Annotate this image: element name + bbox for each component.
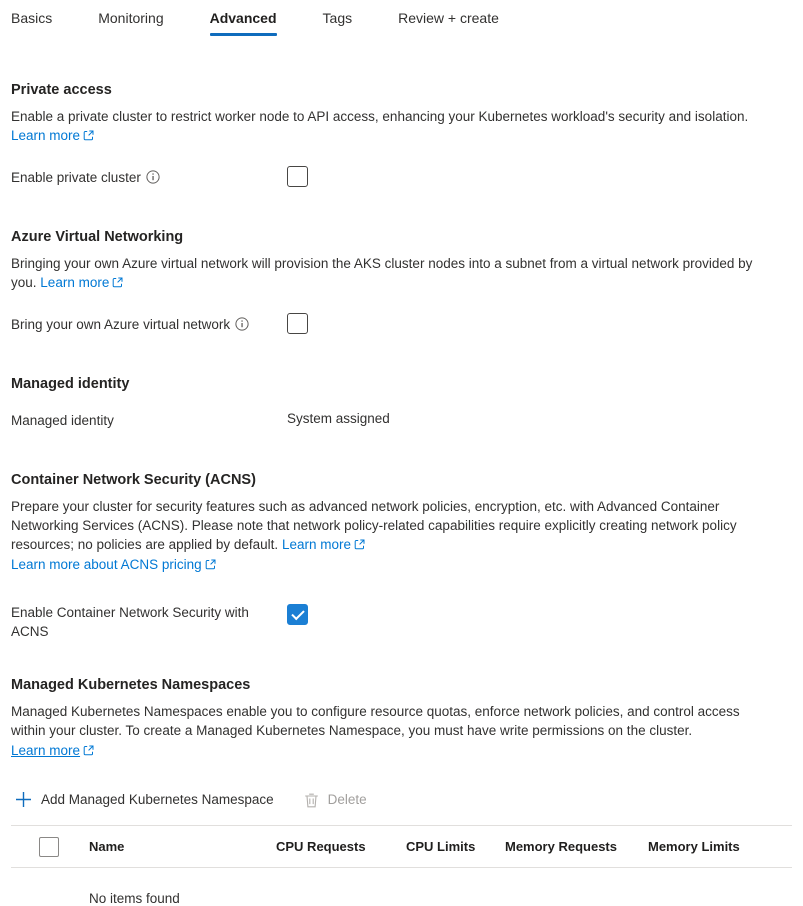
enable-private-cluster-row xyxy=(11,166,792,187)
select-all-checkbox[interactable] xyxy=(39,837,59,857)
namespaces-description-text: Managed Kubernetes Namespaces enable you to configure resource quotas, enforce network policies, and control access within your cluster. To create a Managed Kubernetes Namespace, you must have write permissions on the cluster. xyxy=(11,704,740,738)
namespaces-learn-more-row xyxy=(11,741,792,760)
external-link-icon xyxy=(83,745,94,756)
enable-acns-row xyxy=(11,601,792,641)
virtual-networking-heading: Azure Virtual Networking xyxy=(11,229,184,245)
section-managed-identity xyxy=(11,376,792,430)
external-link-icon xyxy=(205,559,216,570)
namespaces-learn-more-link[interactable]: Learn more xyxy=(11,743,94,758)
private-access-learn-more-link[interactable]: Learn more xyxy=(11,128,94,143)
wizard-tabbar xyxy=(11,10,792,36)
enable-acns-label: Enable Container Network Security with ACNS xyxy=(11,605,249,639)
external-link-icon xyxy=(83,130,94,141)
managed-identity-value: System assigned xyxy=(287,411,390,426)
byo-vnet-row xyxy=(11,313,792,334)
namespaces-table-header xyxy=(11,825,792,868)
enable-private-cluster-label xyxy=(11,166,287,187)
acns-heading: Container Network Security (ACNS) xyxy=(11,472,256,488)
header-checkbox-cell xyxy=(11,837,89,857)
private-access-description xyxy=(11,107,753,145)
acns-pricing-link-row xyxy=(11,555,792,574)
acns-pricing-link[interactable]: Learn more about ACNS pricing xyxy=(11,557,216,572)
virtual-networking-description xyxy=(11,254,753,292)
external-link-icon xyxy=(354,539,365,550)
private-access-description-text: Enable a private cluster to restrict worker node to API access, enhancing your Kubernetes workload's security and isolation. xyxy=(11,109,749,124)
managed-identity-label: Managed identity xyxy=(11,413,114,428)
tab-monitoring[interactable]: Monitoring xyxy=(98,10,164,26)
acns-learn-more-link[interactable]: Learn more xyxy=(282,537,365,552)
section-acns xyxy=(11,472,792,641)
enable-private-cluster-label-text: Enable private cluster xyxy=(11,170,141,185)
add-namespace-button-label: Add Managed Kubernetes Namespace xyxy=(41,792,274,807)
delete-namespace-button[interactable] xyxy=(302,788,369,812)
info-icon[interactable] xyxy=(146,170,160,184)
section-namespaces xyxy=(11,677,792,906)
byo-vnet-label-text: Bring your own Azure virtual network xyxy=(11,317,231,332)
managed-identity-row xyxy=(11,409,792,430)
empty-state-message: No items found xyxy=(89,891,180,906)
external-link-icon xyxy=(112,277,123,288)
acns-description xyxy=(11,497,753,554)
tab-advanced[interactable]: Advanced xyxy=(210,10,277,36)
column-header-name[interactable]: Name xyxy=(89,839,125,854)
namespaces-description xyxy=(11,702,753,740)
info-icon[interactable] xyxy=(235,317,249,331)
add-namespace-button[interactable] xyxy=(13,787,276,812)
namespaces-toolbar xyxy=(11,787,792,825)
enable-acns-checkbox[interactable] xyxy=(287,604,308,625)
tab-review-create[interactable]: Review + create xyxy=(398,10,499,26)
tab-tags[interactable]: Tags xyxy=(322,10,353,26)
column-header-cpu-limits[interactable]: CPU Limits xyxy=(406,839,476,854)
add-plus-icon xyxy=(15,791,32,808)
column-header-cpu-requests[interactable]: CPU Requests xyxy=(276,839,366,854)
enable-private-cluster-checkbox[interactable] xyxy=(287,166,308,187)
column-header-memory-requests[interactable]: Memory Requests xyxy=(505,839,617,854)
column-header-memory-limits[interactable]: Memory Limits xyxy=(648,839,740,854)
virtual-networking-learn-more-link[interactable]: Learn more xyxy=(40,275,123,290)
delete-namespace-button-label: Delete xyxy=(327,792,367,807)
namespaces-heading: Managed Kubernetes Namespaces xyxy=(11,677,251,693)
section-virtual-networking xyxy=(11,229,792,334)
trash-icon xyxy=(304,792,319,808)
managed-identity-heading: Managed identity xyxy=(11,376,130,392)
tab-basics[interactable]: Basics xyxy=(11,10,53,26)
section-private-access xyxy=(11,82,792,187)
acns-description-text: Prepare your cluster for security features such as advanced network policies, encryption, etc. with Advanced Container Networking Services (ACNS). Please note that network policy-related capabilities require explicitly creating network policy resources; no policies are applied by default. xyxy=(11,499,737,552)
private-access-heading: Private access xyxy=(11,82,112,98)
byo-vnet-checkbox[interactable] xyxy=(287,313,308,334)
virtual-networking-description-text: Bringing your own Azure virtual network will provision the AKS cluster nodes into a subnet from a virtual network provided by you. xyxy=(11,256,753,290)
byo-vnet-label xyxy=(11,313,287,334)
